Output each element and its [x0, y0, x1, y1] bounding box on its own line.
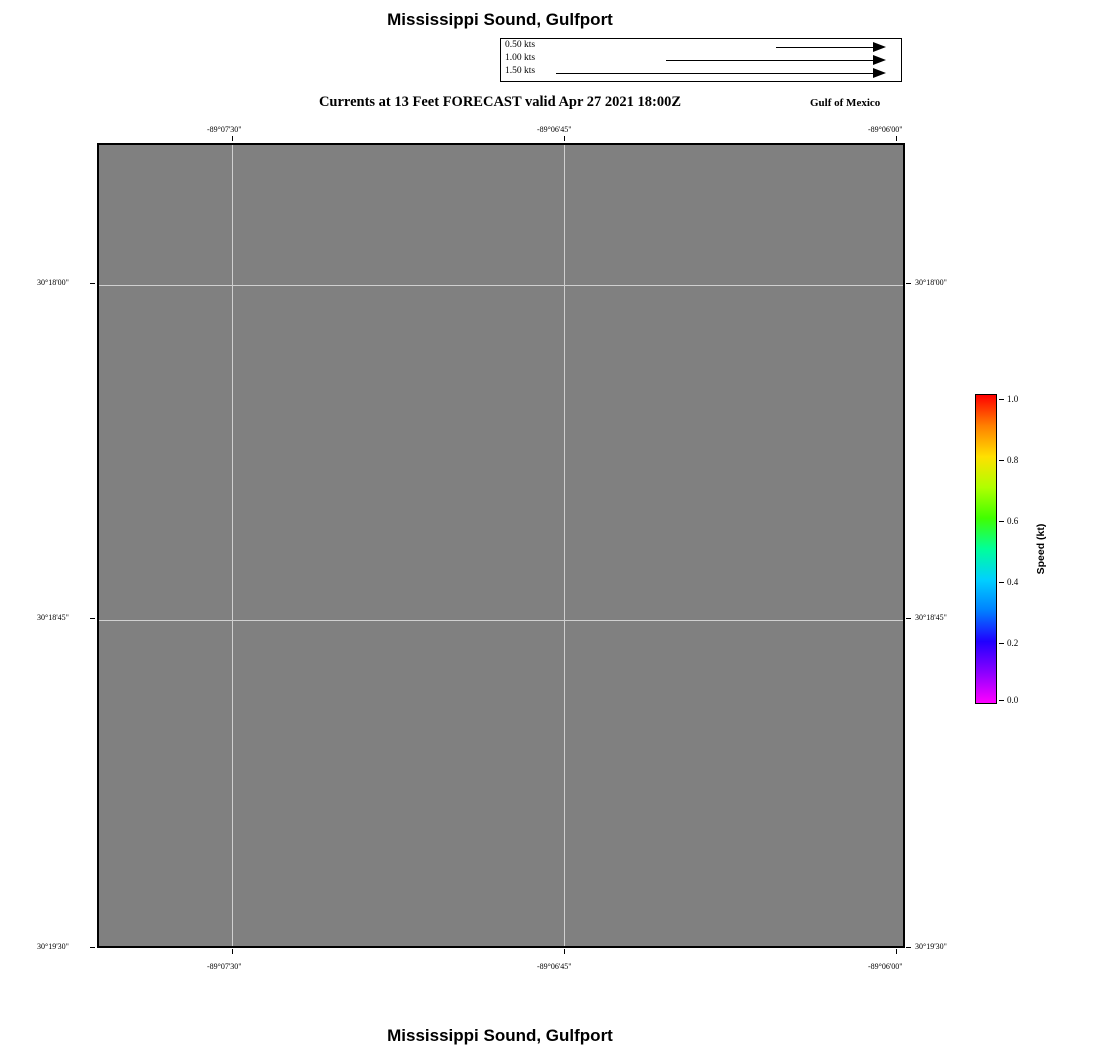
y-tick-label-right-0: 30°18'00": [915, 278, 947, 287]
chart-subtitle: Currents at 13 Feet FORECAST valid Apr 27 2021 18:00Z: [318, 94, 682, 110]
vector-key-line-1: [666, 60, 873, 61]
vector-key-row-1: [501, 53, 901, 67]
x-tick-bottom-0: [232, 949, 233, 954]
vector-key-line-2: [556, 73, 873, 74]
y-tick-label-left-1: 30°18'45": [37, 613, 69, 622]
x-tick-label-top-1: -89°06'45": [537, 125, 572, 134]
colorbar-label-1: 0.8: [1007, 455, 1019, 465]
y-tick-left-2: [90, 947, 95, 948]
y-tick-label-right-1: 30°18'45": [915, 613, 947, 622]
colorbar-tick-1: [999, 460, 1004, 461]
x-tick-label-bottom-1: -89°06'45": [537, 962, 572, 971]
vector-key-row-0: [501, 40, 901, 54]
vector-key-label-0: 0.50 kts: [505, 40, 536, 50]
colorbar-legend: [975, 394, 1095, 709]
vector-key-arrowhead-0: [873, 42, 886, 52]
y-tick-left-1: [90, 618, 95, 619]
x-tick-top-0: [232, 136, 233, 141]
region-label: Gulf of Mexico: [810, 97, 881, 109]
vector-key-label-2: 1.50 kts: [505, 66, 536, 76]
vector-key-label-1: 1.00 kts: [505, 53, 536, 63]
vector-key-arrowhead-2: [873, 68, 886, 78]
colorbar-tick-4: [999, 643, 1004, 644]
page-title-bottom: Mississippi Sound, Gulfport: [387, 1026, 613, 1045]
y-tick-right-0: [906, 283, 911, 284]
colorbar-label-3: 0.4: [1007, 577, 1019, 587]
colorbar-tick-5: [999, 700, 1004, 701]
x-tick-bottom-2: [896, 949, 897, 954]
y-tick-label-right-2: 30°19'30": [915, 942, 947, 951]
colorbar-tick-2: [999, 521, 1004, 522]
colorbar-label-5: 0.0: [1007, 695, 1019, 705]
x-tick-top-1: [564, 136, 565, 141]
x-tick-top-2: [896, 136, 897, 141]
grid-line-vertical-0: [232, 145, 233, 946]
y-tick-right-1: [906, 618, 911, 619]
grid-line-horizontal-1: [99, 620, 903, 621]
colorbar-tick-3: [999, 582, 1004, 583]
colorbar-tick-0: [999, 399, 1004, 400]
y-tick-left-0: [90, 283, 95, 284]
grid-line-vertical-1: [564, 145, 565, 946]
colorbar-label-2: 0.6: [1007, 516, 1019, 526]
map-canvas[interactable]: [97, 143, 905, 948]
grid-line-horizontal-0: [99, 285, 903, 286]
colorbar-label-0: 1.0: [1007, 394, 1019, 404]
vector-key-row-2: [501, 66, 901, 80]
colorbar-gradient: [975, 394, 997, 704]
vector-key-arrowhead-1: [873, 55, 886, 65]
page-title: Mississippi Sound, Gulfport: [387, 10, 613, 29]
y-tick-right-2: [906, 947, 911, 948]
y-tick-label-left-2: 30°19'30": [37, 942, 69, 951]
colorbar-label-4: 0.2: [1007, 638, 1019, 648]
vector-scale-key: [500, 38, 902, 82]
vector-key-line-0: [776, 47, 873, 48]
x-tick-bottom-1: [564, 949, 565, 954]
colorbar-title: Speed (kt): [1035, 523, 1047, 575]
x-tick-label-bottom-2: -89°06'00": [868, 962, 903, 971]
x-tick-label-top-2: -89°06'00": [868, 125, 903, 134]
x-tick-label-bottom-0: -89°07'30": [207, 962, 242, 971]
y-tick-label-left-0: 30°18'00": [37, 278, 69, 287]
x-tick-label-top-0: -89°07'30": [207, 125, 242, 134]
